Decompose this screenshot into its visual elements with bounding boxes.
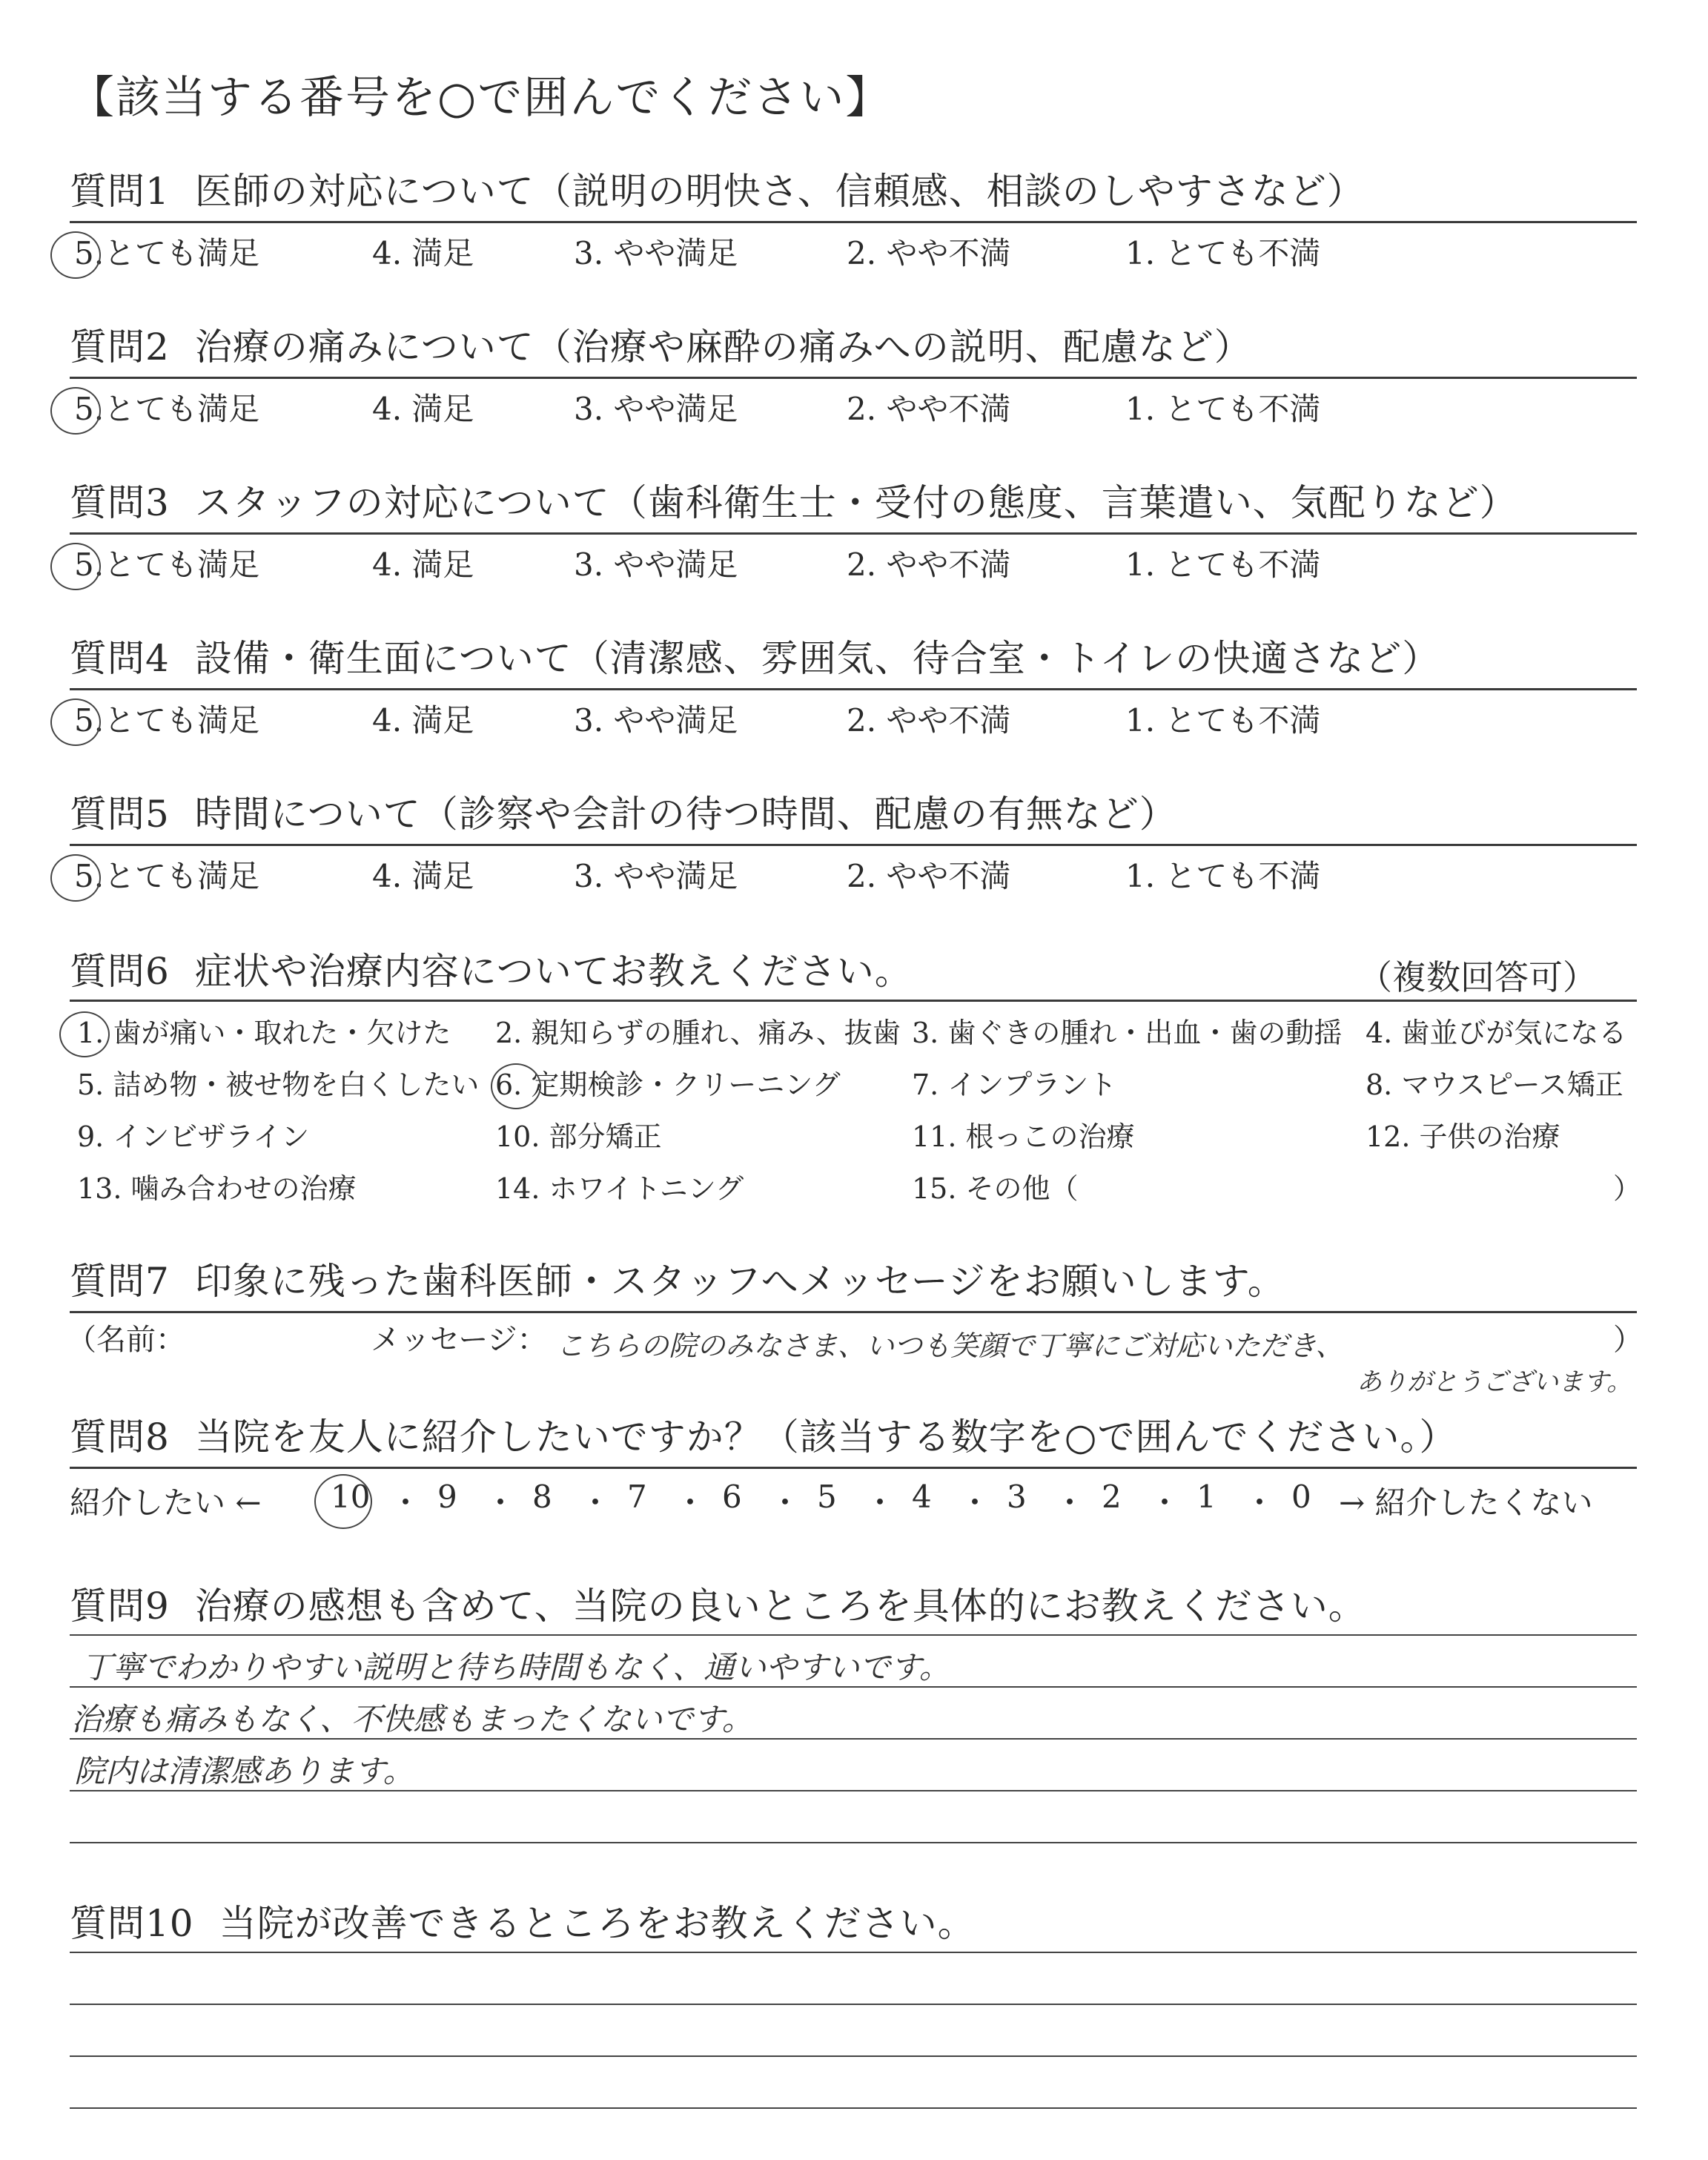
option-2[interactable]: 2. やや不満 — [847, 858, 1011, 894]
scale-dot: ・ — [1054, 1484, 1086, 1521]
name-label: （名前： — [67, 1323, 185, 1357]
scale-7[interactable]: 7 — [627, 1479, 647, 1515]
q6-option-9[interactable]: 9. インビザライン — [77, 1120, 310, 1153]
answer-handwriting-line-1: 丁寧でわかりやすい説明と待ち時間もなく、通いやすいです。 — [82, 1649, 950, 1685]
option-4[interactable]: 4. 満足 — [372, 391, 474, 427]
divider — [70, 532, 1637, 535]
scale-left-label: 紹介したい ← — [70, 1484, 262, 1521]
question-number: 質問1 — [70, 170, 170, 213]
divider — [70, 844, 1637, 846]
question-number: 質問7 — [70, 1260, 170, 1303]
option-3[interactable]: 3. やや満足 — [574, 546, 738, 583]
answer-line — [70, 2055, 1637, 2057]
scale-3[interactable]: 3 — [1007, 1479, 1027, 1515]
answer-handwriting-line-2: 治療も痛みもなく、不快感もまったくないです。 — [71, 1701, 753, 1737]
scale-dot: ・ — [390, 1484, 422, 1521]
option-3[interactable]: 3. やや満足 — [574, 235, 738, 271]
selection-circle — [50, 231, 101, 279]
answer-line — [70, 1686, 1637, 1688]
q6-option-2[interactable]: 2. 親知らずの腫れ、痛み、抜歯 — [495, 1017, 901, 1049]
message-close-paren: ） — [1613, 1323, 1643, 1357]
rating-options — [70, 544, 1634, 586]
message-handwriting-line-2: ありがとうございます。 — [1357, 1367, 1632, 1397]
answer-line — [70, 1790, 1637, 1791]
q6-option-15[interactable]: 15. その他（ — [912, 1172, 1079, 1205]
option-5[interactable]: 5.とても満足 — [74, 858, 260, 894]
question-number: 質問3 — [70, 481, 170, 524]
message-handwriting-line-1: こちらの院のみなさま、いつも笑顔で丁寧にご対応いただき、 — [556, 1330, 1344, 1362]
scale-dot: ・ — [1149, 1484, 1181, 1521]
scale-dot: ・ — [864, 1484, 896, 1521]
question-7 — [70, 1259, 1285, 1304]
question-title: 当院を友人に紹介したいですか？（該当する数字を○で囲んでください。） — [194, 1416, 1457, 1459]
question-title: 治療の痛みについて（治療や麻酔の痛みへの説明、配慮など） — [194, 326, 1252, 369]
question-9 — [70, 1584, 1366, 1628]
selection-circle — [50, 698, 101, 746]
scale-right-label: → 紹介したくない — [1339, 1484, 1593, 1521]
rating-options — [70, 389, 1634, 430]
option-4[interactable]: 4. 満足 — [372, 546, 474, 583]
divider — [70, 377, 1637, 379]
selection-circle — [314, 1474, 372, 1529]
option-4[interactable]: 4. 満足 — [372, 702, 474, 739]
option-1[interactable]: 1. とても不満 — [1125, 702, 1321, 739]
q6-option-4[interactable]: 4. 歯並びが気になる — [1366, 1017, 1627, 1049]
scale-8[interactable]: 8 — [532, 1479, 552, 1515]
q6-option-14[interactable]: 14. ホワイトニング — [495, 1172, 744, 1205]
scale-dot: ・ — [959, 1484, 991, 1521]
question-number: 質問8 — [70, 1416, 170, 1459]
answer-line — [70, 1842, 1637, 1843]
q6-option-11[interactable]: 11. 根っこの治療 — [912, 1120, 1135, 1153]
option-1[interactable]: 1. とても不満 — [1125, 391, 1321, 427]
option-1[interactable]: 1. とても不満 — [1125, 546, 1321, 583]
scale-5[interactable]: 5 — [817, 1479, 837, 1515]
scale-6[interactable]: 6 — [722, 1479, 742, 1515]
option-4[interactable]: 4. 満足 — [372, 235, 474, 271]
divider — [70, 688, 1637, 690]
question-3 — [70, 480, 1517, 525]
divider — [70, 1467, 1637, 1469]
option-2[interactable]: 2. やや不満 — [847, 546, 1011, 583]
option-4[interactable]: 4. 満足 — [372, 858, 474, 894]
answer-line — [70, 1738, 1637, 1740]
question-number: 質問10 — [70, 1902, 194, 1945]
q6-option-3[interactable]: 3. 歯ぐきの腫れ・出血・歯の動揺 — [912, 1017, 1343, 1049]
selection-circle — [50, 543, 101, 590]
question-title: 治療の感想も含めて、当院の良いところを具体的にお教えください。 — [194, 1585, 1366, 1628]
answer-line — [70, 1634, 1637, 1636]
q6-option-10[interactable]: 10. 部分矯正 — [495, 1120, 662, 1153]
q6-option-1[interactable]: 1. 歯が痛い・取れた・欠けた — [77, 1017, 451, 1049]
question-number: 質問6 — [70, 950, 170, 993]
rating-options — [70, 233, 1634, 274]
scale-dot: ・ — [675, 1484, 706, 1521]
scale-dot: ・ — [580, 1484, 612, 1521]
selection-circle — [50, 387, 101, 435]
question-title: 印象に残った歯科医師・スタッフへメッセージをお願いします。 — [194, 1260, 1285, 1303]
selection-circle — [59, 1011, 110, 1057]
question-4 — [70, 636, 1440, 681]
q6-option-12[interactable]: 12. 子供の治療 — [1366, 1120, 1560, 1153]
recommend-scale — [70, 1479, 1634, 1523]
option-2[interactable]: 2. やや不満 — [847, 702, 1011, 739]
question-number: 質問2 — [70, 326, 170, 369]
option-2[interactable]: 2. やや不満 — [847, 391, 1011, 427]
scale-dot: ・ — [485, 1484, 517, 1521]
scale-9[interactable]: 9 — [437, 1479, 457, 1515]
option-5[interactable]: 5.とても満足 — [74, 702, 260, 739]
option-1[interactable]: 1. とても不満 — [1125, 235, 1321, 271]
scale-1[interactable]: 1 — [1196, 1479, 1217, 1515]
question-title: スタッフの対応について（歯科衛生士・受付の態度、言葉遣い、気配りなど） — [194, 481, 1517, 524]
selection-circle — [50, 854, 101, 902]
divider — [70, 1000, 1637, 1002]
question-title: 当院が改善できるところをお教えください。 — [219, 1902, 976, 1945]
question-6 — [70, 949, 913, 994]
scale-4[interactable]: 4 — [912, 1479, 932, 1515]
divider — [70, 221, 1637, 223]
divider — [70, 1311, 1637, 1313]
option-5[interactable]: 5.とても満足 — [74, 546, 260, 583]
q6-option-6[interactable]: 6. 定期検診・クリーニング — [495, 1069, 841, 1101]
option-3[interactable]: 3. やや満足 — [574, 702, 738, 739]
q6-option-13[interactable]: 13. 噛み合わせの治療 — [77, 1172, 357, 1205]
scale-10[interactable]: 10 — [331, 1479, 371, 1515]
scale-0[interactable]: 0 — [1291, 1479, 1311, 1515]
selection-circle — [491, 1063, 541, 1109]
multiple-answer-note: （複数回答可） — [1358, 957, 1597, 997]
option-1[interactable]: 1. とても不満 — [1125, 858, 1321, 894]
scale-2[interactable]: 2 — [1102, 1479, 1122, 1515]
question-5 — [70, 792, 1177, 836]
question-number: 質問9 — [70, 1585, 170, 1628]
q6-option-15-close: ） — [1613, 1172, 1642, 1205]
question-title: 時間について（診察や会計の待つ時間、配慮の有無など） — [194, 793, 1177, 836]
question-title: 症状や治療内容についてお教えください。 — [194, 950, 913, 993]
answer-line — [70, 2004, 1637, 2005]
option-3[interactable]: 3. やや満足 — [574, 391, 738, 427]
option-5[interactable]: 5.とても満足 — [74, 235, 260, 271]
q6-option-7[interactable]: 7. インプラント — [912, 1069, 1117, 1101]
option-2[interactable]: 2. やや不満 — [847, 235, 1011, 271]
scale-dot: ・ — [769, 1484, 801, 1521]
question-2 — [70, 325, 1252, 369]
scale-dot: ・ — [1244, 1484, 1276, 1521]
q6-option-5[interactable]: 5. 詰め物・被せ物を白くしたい — [77, 1069, 480, 1101]
rating-options — [70, 856, 1634, 897]
question-title: 設備・衛生面について（清潔感、雰囲気、待合室・トイレの快適さなど） — [194, 637, 1440, 680]
answer-line — [70, 1952, 1637, 1953]
answer-handwriting-line-3: 院内は清潔感あります。 — [74, 1753, 414, 1789]
option-3[interactable]: 3. やや満足 — [574, 858, 738, 894]
question-title: 医師の対応について（説明の明快さ、信頼感、相談のしやすさなど） — [194, 170, 1365, 213]
message-label: メッセージ： — [371, 1323, 547, 1357]
question-8 — [70, 1415, 1457, 1459]
question-10 — [70, 1901, 976, 1946]
question-number: 質問5 — [70, 793, 170, 836]
question-1 — [70, 169, 1365, 214]
q6-option-8[interactable]: 8. マウスピース矯正 — [1366, 1069, 1623, 1101]
answer-line — [70, 2107, 1637, 2109]
page-header: 【該当する番号を○で囲んでください】 — [70, 72, 892, 124]
rating-options — [70, 700, 1634, 742]
option-5[interactable]: 5.とても満足 — [74, 391, 260, 427]
question-number: 質問4 — [70, 637, 170, 680]
